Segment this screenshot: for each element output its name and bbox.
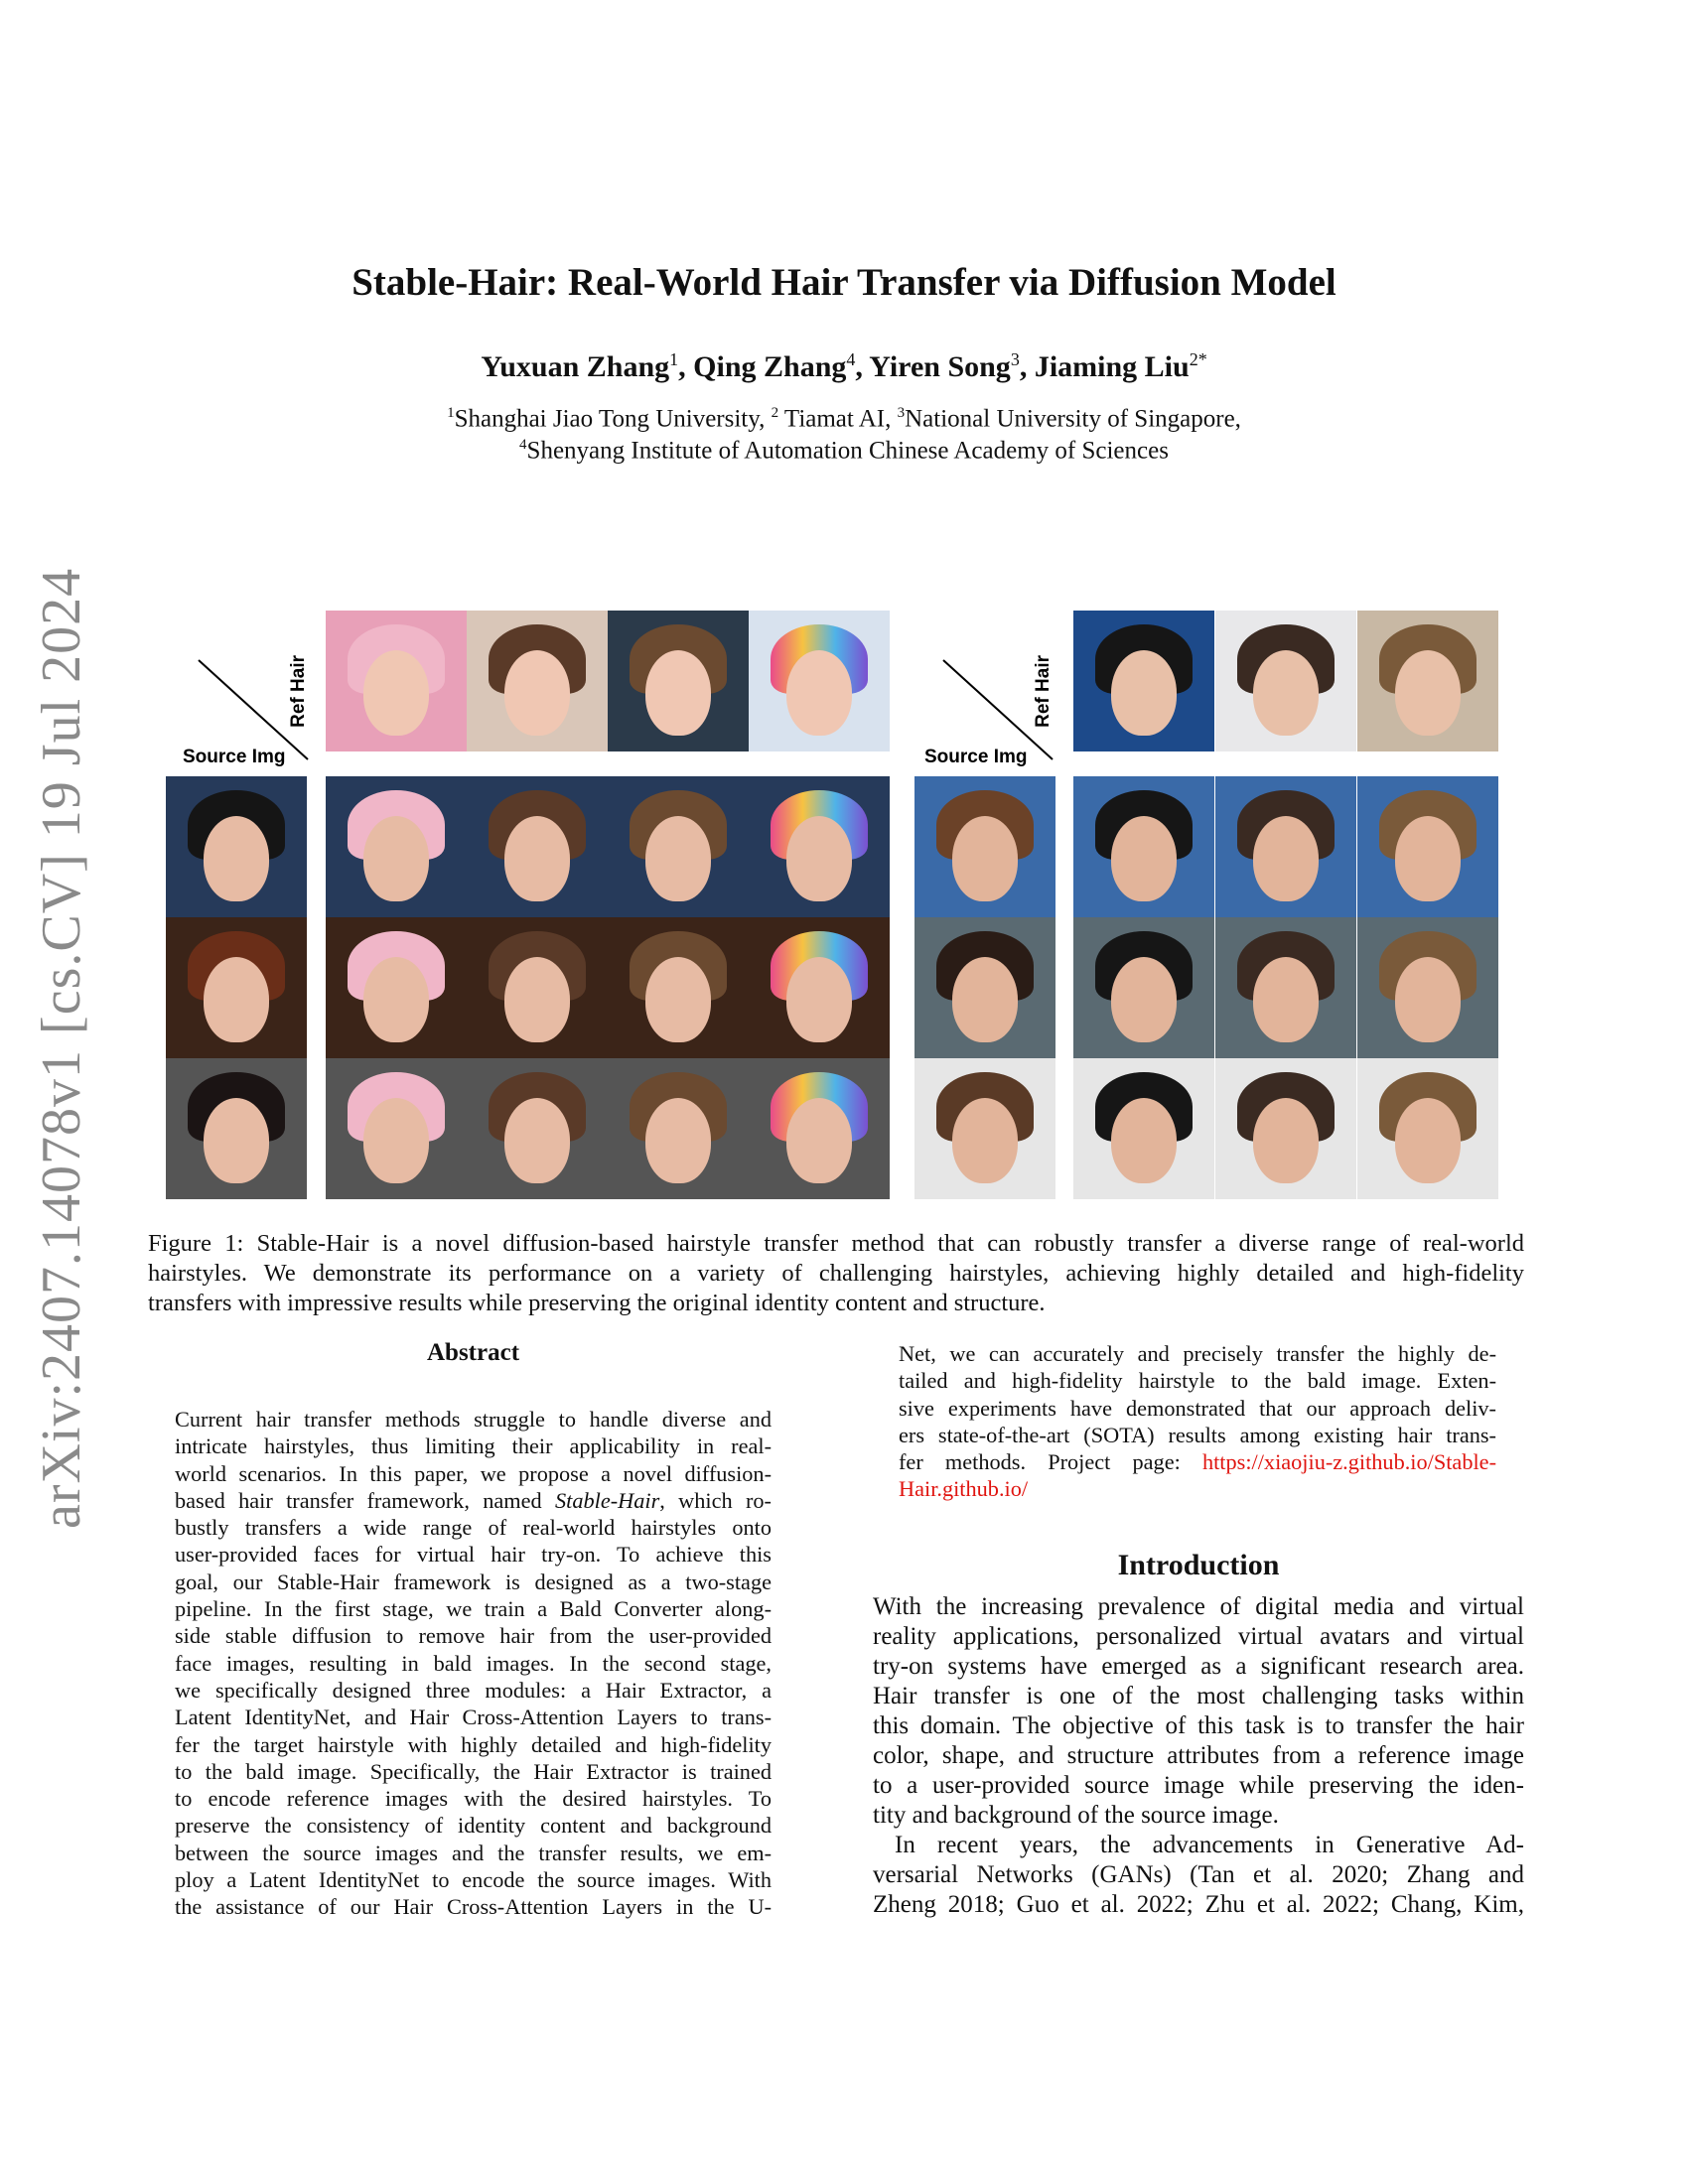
text-line [899, 1448, 1496, 1475]
source-photo [166, 917, 307, 1058]
result-photo [326, 1058, 467, 1199]
paper-title: Stable-Hair: Real-World Hair Transfer via Diffusion Model [352, 261, 1336, 304]
text-line: this domain. The objective of this task is to transfer the hair [873, 1712, 1524, 1739]
caption-line: transfers with impressive results while preserving the original identity content and structure. [148, 1290, 1046, 1316]
ref-hair-photo [1073, 611, 1214, 751]
text-line: between the source images and the transfer results, we em- [175, 1840, 772, 1865]
result-photo [467, 776, 608, 917]
source-photo [914, 776, 1055, 917]
result-photo [1357, 1058, 1498, 1199]
text-line: pipeline. In the first stage, we train a Bald Converter along- [175, 1596, 772, 1622]
method-name: Stable-Hair [554, 1487, 660, 1513]
text-line: we specifically designed three modules: a Hair Extractor, a [175, 1677, 772, 1703]
ref-hair-photo [1215, 611, 1356, 751]
ref-hair-photo [749, 611, 890, 751]
author: Jiaming Liu [1034, 350, 1190, 383]
source-photo [166, 1058, 307, 1199]
figure-caption [148, 1229, 1524, 1318]
arxiv-side-stamp: arXiv:2407.14078v1 [cs.CV] 19 Jul 2024 [31, 567, 92, 1529]
text-line: Net, we can accurately and precisely transfer the highly de- [899, 1341, 1496, 1366]
ref-hair-photo [326, 611, 467, 751]
text-line: reality applications, personalized virtual avatars and virtual [873, 1623, 1524, 1650]
result-photo [467, 1058, 608, 1199]
result-photo [467, 917, 608, 1058]
caption-line: Figure 1: Stable-Hair is a novel diffusion-based hairstyle transfer method that can robustly transfer a diverse range of real-world [148, 1230, 1524, 1257]
result-photo [608, 917, 749, 1058]
text-line: sive experiments have demonstrated that our approach deliv- [899, 1395, 1496, 1421]
project-page-link[interactable]: https://xiaojiu-z.github.io/Stable- [1201, 1449, 1496, 1475]
text-line: to encode reference images with the desired hairstyles. To [175, 1786, 772, 1812]
text-seg: based hair transfer framework, named [175, 1487, 555, 1513]
affiliation: Shanghai Jiao Tong University, [454, 405, 772, 433]
result-photo [608, 1058, 749, 1199]
text-line: intricate hairstyles, thus limiting their applicability in real- [175, 1433, 772, 1459]
abstract-body [175, 1406, 772, 1921]
text-line [175, 1487, 772, 1514]
result-photo [1215, 1058, 1356, 1199]
author-sup: 2* [1189, 349, 1207, 369]
result-photo [1073, 1058, 1214, 1199]
text-line: bustly transfers a wide range of real-world hairstyles onto [175, 1515, 772, 1541]
affiliation: National University of Singapore, [905, 405, 1241, 433]
text-line: tailed and high-fidelity hairstyle to the bald image. Exten- [899, 1368, 1496, 1394]
text-line: Current hair transfer methods struggle to handle diverse and [175, 1407, 772, 1432]
result-photo [749, 1058, 890, 1199]
text-line [899, 1475, 1496, 1502]
author-sup: 1 [669, 349, 679, 369]
text-line: ers state-of-the-art (SOTA) results among existing hair trans- [899, 1422, 1496, 1447]
result-photo [608, 776, 749, 917]
text-seg: fer methods. Project page: [899, 1449, 1202, 1475]
text-line: ploy a Latent IdentityNet to encode the source images. With [175, 1867, 772, 1893]
result-photo [1357, 776, 1498, 917]
introduction-body [873, 1592, 1524, 1920]
text-line: to the bald image. Specifically, the Hair Extractor is trained [175, 1758, 772, 1784]
text-line: Zheng 2018; Guo et al. 2022; Zhu et al. 2022; Chang, Kim, [873, 1891, 1524, 1918]
result-photo [326, 776, 467, 917]
text-line: face images, resulting in bald images. In the second stage, [175, 1650, 772, 1676]
text-line: user-provided faces for virtual hair try-on. To achieve this [175, 1542, 772, 1568]
text-line: With the increasing prevalence of digital media and virtual [873, 1593, 1524, 1620]
source-photo [166, 776, 307, 917]
ref-hair-photo [1357, 611, 1498, 751]
abstract-heading: Abstract [426, 1339, 520, 1366]
result-photo [1073, 776, 1214, 917]
ref-hair-photo [467, 611, 608, 751]
text-line: versarial Networks (GANs) (Tan et al. 2020; Zhang and [873, 1861, 1524, 1888]
affiliation: Shenyang Institute of Automation Chinese Academy of Sciences [526, 437, 1169, 465]
aff-sup: 3 [897, 405, 906, 421]
text-line: side stable diffusion to remove hair from the user-provided [175, 1623, 772, 1649]
text-line: Hair transfer is one of the most challenging tasks within [873, 1683, 1524, 1709]
text-line: world scenarios. In this paper, we propose a novel diffusion- [175, 1460, 772, 1486]
author: Yiren Song [869, 350, 1011, 383]
introduction-heading: Introduction [1117, 1549, 1280, 1581]
affiliation: Tiamat AI, [778, 405, 898, 433]
author-sup: 3 [1010, 349, 1020, 369]
project-page-link-cont[interactable]: Hair.github.io/ [899, 1476, 1029, 1502]
aff-sup: 4 [519, 437, 527, 453]
author: Qing Zhang [693, 350, 847, 383]
text-line: In recent years, the advancements in Generative Ad- [895, 1832, 1524, 1858]
caption-line: hairstyles. We demonstrate its performance on a variety of challenging hairstyles, achieving highly detailed and high-fidelity [148, 1260, 1524, 1287]
author: Yuxuan Zhang [481, 350, 670, 383]
result-photo [1215, 776, 1356, 917]
text-line: to a user-provided source image while preserving the iden- [873, 1772, 1524, 1799]
source-img-label-right: Source Img [924, 747, 1028, 767]
text-line: tity and background of the source image. [873, 1802, 1279, 1829]
result-photo [749, 917, 890, 1058]
text-line: fer the target hairstyle with highly detailed and high-fidelity [175, 1731, 772, 1757]
text-line: preserve the consistency of identity content and background [175, 1813, 772, 1839]
text-seg: , which ro- [659, 1487, 772, 1513]
author-list: Yuxuan Zhang$^1$, Qing Zhang$^4$, Yiren Song$^3$, Jiaming Liu$^{2*}$ [481, 349, 1207, 383]
ref-hair-label: Ref Hair [288, 655, 309, 728]
text-line: color, shape, and structure attributes from a reference image [873, 1742, 1524, 1769]
author-sup: 4 [846, 349, 856, 369]
result-photo [1215, 917, 1356, 1058]
source-img-label: Source Img [183, 747, 286, 767]
text-line: the assistance of our Hair Cross-Attention Layers in the U- [175, 1894, 772, 1920]
aff-sup: 2 [771, 405, 779, 421]
ref-hair-photo [608, 611, 749, 751]
abstract-continued [899, 1340, 1496, 1503]
result-photo [1073, 917, 1214, 1058]
text-line: goal, our Stable-Hair framework is designed as a two-stage [175, 1569, 772, 1594]
result-photo [1357, 917, 1498, 1058]
source-photo [914, 1058, 1055, 1199]
result-photo [326, 917, 467, 1058]
result-photo [749, 776, 890, 917]
text-line: Latent IdentityNet, and Hair Cross-Attention Layers to trans- [175, 1705, 772, 1730]
ref-hair-label-right: Ref Hair [1033, 655, 1054, 728]
text-line: try-on systems have emerged as a significant research area. [873, 1653, 1524, 1680]
aff-sup: 1 [447, 405, 455, 421]
source-photo [914, 917, 1055, 1058]
